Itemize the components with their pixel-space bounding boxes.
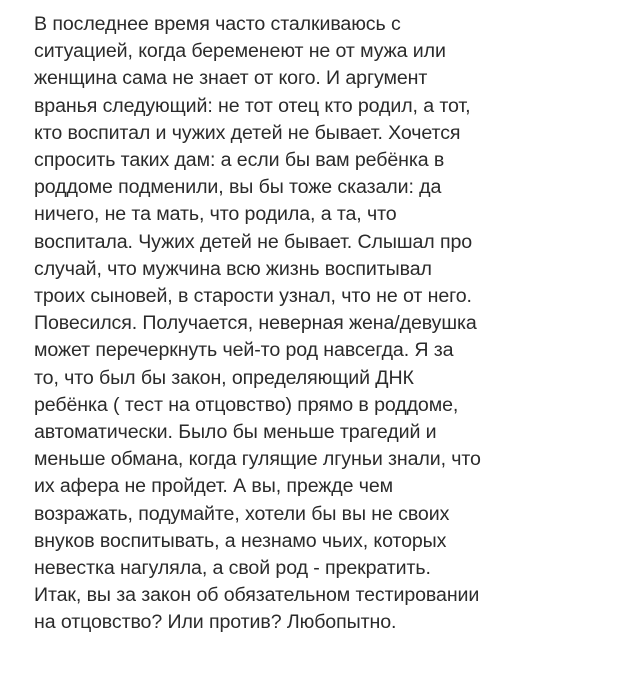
text-line: то, что был бы закон, определяющий ДНК (34, 366, 414, 389)
text-line: случай, что мужчина всю жизнь воспитывал (34, 257, 432, 280)
text-line: автоматически. Было бы меньше трагедий и (34, 421, 437, 444)
text-line: ребёнка ( тест на отцовство) прямо в роддоме, (34, 393, 459, 416)
text-line: ситуацией, когда беременеют не от мужа или (34, 40, 446, 63)
text-line: В последнее время часто сталкиваюсь с (34, 13, 401, 35)
text-line: Итак, вы за закон об обязательном тестировании (34, 584, 480, 607)
text-line: воспитала. Чужих детей не бывает. Слышал про (34, 230, 473, 253)
text-line: ничего, не та мать, что родила, а та, что (34, 203, 397, 226)
text-line: на отцовство? Или против? Любопытно. (34, 611, 397, 634)
text-line: Повесился. Получается, неверная жена/девушка (34, 312, 477, 335)
post-text (34, 11, 630, 637)
text-line: невестка нагуляла, а свой род - прекратить. (34, 557, 431, 580)
text-line: вранья следующий: не тот отец кто родил, а тот, (34, 94, 471, 117)
text-line: меньше обмана, когда гулящие лгуньи знали, что (34, 448, 481, 471)
text-line: женщина сама не знает от кого. И аргумент (34, 67, 428, 90)
text-line: может перечеркнуть чей-то род навсегда. Я за (34, 339, 454, 362)
text-line: спросить таких дам: а если бы вам ребёнка в (34, 149, 445, 172)
text-line: их афера не пройдет. А вы, прежде чем (34, 475, 394, 498)
text-line: роддоме подменили, вы бы тоже сказали: да (34, 176, 442, 199)
text-line: возражать, подумайте, хотели бы вы не своих (34, 502, 450, 525)
text-line: внуков воспитывать, а незнамо чьих, которых (34, 529, 447, 552)
text-line: троих сыновей, в старости узнал, что не от него. (34, 285, 472, 308)
text-line: кто воспитал и чужих детей не бывает. Хочется (34, 121, 461, 144)
